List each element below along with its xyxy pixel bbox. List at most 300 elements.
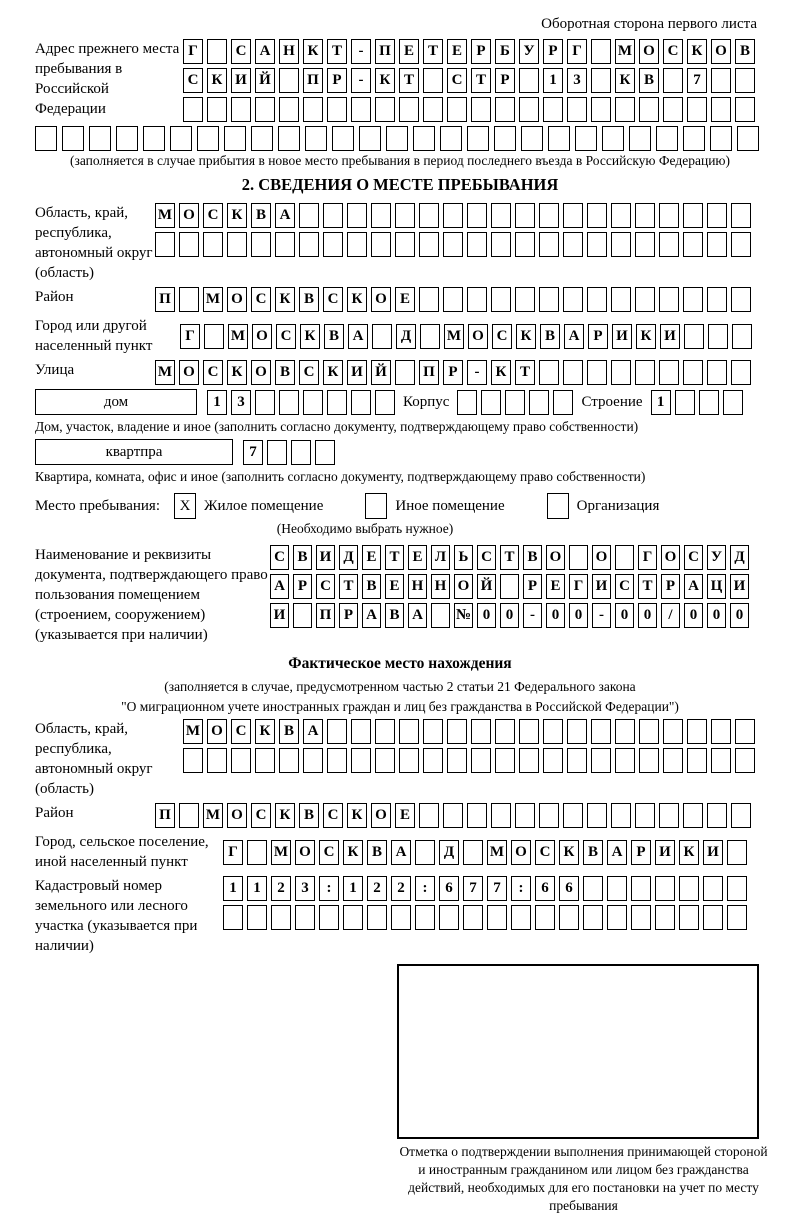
char-box[interactable] [227, 232, 247, 257]
char-box[interactable]: И [730, 574, 749, 599]
char-box[interactable] [683, 232, 703, 257]
char-box[interactable]: : [319, 876, 339, 901]
char-box[interactable]: Г [638, 545, 657, 570]
char-box[interactable] [615, 545, 634, 570]
char-box[interactable] [343, 905, 363, 930]
char-box[interactable]: / [661, 603, 680, 628]
char-box[interactable] [183, 97, 203, 122]
char-box[interactable]: М [203, 803, 223, 828]
char-box[interactable] [372, 324, 392, 349]
char-box[interactable] [602, 126, 624, 151]
char-box[interactable] [367, 905, 387, 930]
char-box[interactable] [635, 232, 655, 257]
char-box[interactable] [727, 876, 747, 901]
char-box[interactable]: Г [223, 840, 243, 865]
char-box[interactable] [295, 905, 315, 930]
char-box[interactable] [663, 748, 683, 773]
char-box[interactable] [495, 719, 515, 744]
char-box[interactable]: 0 [684, 603, 703, 628]
stamp-box[interactable] [397, 964, 759, 1139]
char-box[interactable] [457, 390, 477, 415]
char-box[interactable]: К [679, 840, 699, 865]
char-box[interactable] [255, 390, 275, 415]
char-box[interactable] [569, 545, 588, 570]
char-box[interactable] [291, 440, 311, 465]
char-box[interactable]: П [303, 68, 323, 93]
char-box[interactable]: Р [543, 39, 563, 64]
char-box[interactable]: К [636, 324, 656, 349]
char-box[interactable] [179, 287, 199, 312]
char-box[interactable]: В [293, 545, 312, 570]
char-box[interactable] [711, 748, 731, 773]
char-box[interactable]: Р [471, 39, 491, 64]
char-box[interactable] [179, 803, 199, 828]
char-box[interactable] [607, 905, 627, 930]
char-box[interactable]: Т [423, 39, 443, 64]
char-box[interactable]: А [275, 203, 295, 228]
char-box[interactable]: Р [495, 68, 515, 93]
char-box[interactable]: 0 [707, 603, 726, 628]
char-box[interactable] [521, 126, 543, 151]
char-box[interactable]: В [362, 574, 381, 599]
char-box[interactable]: О [227, 287, 247, 312]
char-box[interactable]: К [347, 803, 367, 828]
char-box[interactable] [183, 748, 203, 773]
char-box[interactable] [539, 803, 559, 828]
char-box[interactable]: 3 [567, 68, 587, 93]
char-box[interactable] [155, 232, 175, 257]
char-box[interactable]: А [348, 324, 368, 349]
char-box[interactable] [443, 287, 463, 312]
char-box[interactable] [683, 803, 703, 828]
char-box[interactable] [347, 203, 367, 228]
char-box[interactable] [732, 324, 752, 349]
char-box[interactable] [563, 203, 583, 228]
char-box[interactable]: К [687, 39, 707, 64]
char-box[interactable] [663, 719, 683, 744]
char-box[interactable] [471, 97, 491, 122]
char-box[interactable]: В [279, 719, 299, 744]
char-box[interactable]: 2 [391, 876, 411, 901]
char-box[interactable] [735, 68, 755, 93]
house-type-box[interactable]: дом [35, 389, 197, 415]
char-box[interactable]: Т [339, 574, 358, 599]
char-box[interactable]: Н [431, 574, 450, 599]
char-box[interactable]: К [275, 803, 295, 828]
char-box[interactable]: Е [362, 545, 381, 570]
char-box[interactable] [663, 68, 683, 93]
char-box[interactable]: С [231, 719, 251, 744]
char-box[interactable] [419, 287, 439, 312]
char-box[interactable]: Т [515, 360, 535, 385]
char-box[interactable] [563, 803, 583, 828]
char-box[interactable]: В [540, 324, 560, 349]
char-box[interactable]: К [615, 68, 635, 93]
char-box[interactable]: 0 [638, 603, 657, 628]
char-box[interactable]: Е [408, 545, 427, 570]
char-box[interactable] [431, 603, 450, 628]
char-box[interactable]: М [228, 324, 248, 349]
char-box[interactable]: 6 [439, 876, 459, 901]
char-box[interactable] [204, 324, 224, 349]
char-box[interactable]: Т [638, 574, 657, 599]
char-box[interactable]: В [367, 840, 387, 865]
char-box[interactable] [731, 803, 751, 828]
char-box[interactable]: С [323, 803, 343, 828]
char-box[interactable] [467, 203, 487, 228]
char-box[interactable] [505, 390, 525, 415]
char-box[interactable] [203, 232, 223, 257]
char-box[interactable] [251, 232, 271, 257]
char-box[interactable]: В [324, 324, 344, 349]
char-box[interactable]: Б [495, 39, 515, 64]
char-box[interactable]: 0 [569, 603, 588, 628]
char-box[interactable] [491, 232, 511, 257]
char-box[interactable] [639, 748, 659, 773]
char-box[interactable]: Ь [454, 545, 473, 570]
char-box[interactable]: Е [399, 39, 419, 64]
char-box[interactable] [35, 126, 57, 151]
char-box[interactable] [587, 232, 607, 257]
char-box[interactable]: К [347, 287, 367, 312]
char-box[interactable]: С [299, 360, 319, 385]
char-box[interactable] [423, 748, 443, 773]
char-box[interactable]: С [251, 803, 271, 828]
char-box[interactable]: М [155, 203, 175, 228]
char-box[interactable] [267, 440, 287, 465]
char-box[interactable] [629, 126, 651, 151]
char-box[interactable] [299, 203, 319, 228]
char-box[interactable]: С [316, 574, 335, 599]
char-box[interactable]: К [323, 360, 343, 385]
char-box[interactable] [89, 126, 111, 151]
char-box[interactable] [611, 287, 631, 312]
char-box[interactable]: О [179, 360, 199, 385]
char-box[interactable]: А [303, 719, 323, 744]
char-box[interactable] [723, 390, 743, 415]
char-box[interactable]: А [607, 840, 627, 865]
char-box[interactable]: Р [339, 603, 358, 628]
char-box[interactable] [423, 68, 443, 93]
char-box[interactable] [327, 97, 347, 122]
char-box[interactable] [631, 905, 651, 930]
char-box[interactable]: О [371, 803, 391, 828]
char-box[interactable]: 1 [247, 876, 267, 901]
char-box[interactable] [639, 97, 659, 122]
char-box[interactable]: С [663, 39, 683, 64]
char-box[interactable] [591, 97, 611, 122]
char-box[interactable]: Г [180, 324, 200, 349]
char-box[interactable]: И [660, 324, 680, 349]
char-box[interactable]: С [251, 287, 271, 312]
char-box[interactable] [711, 97, 731, 122]
char-box[interactable]: 3 [231, 390, 251, 415]
char-box[interactable]: М [615, 39, 635, 64]
char-box[interactable]: В [523, 545, 542, 570]
char-box[interactable] [587, 360, 607, 385]
char-box[interactable] [62, 126, 84, 151]
char-box[interactable]: В [639, 68, 659, 93]
char-box[interactable]: Е [395, 287, 415, 312]
char-box[interactable]: Д [439, 840, 459, 865]
char-box[interactable]: У [707, 545, 726, 570]
char-box[interactable] [423, 97, 443, 122]
char-box[interactable]: К [375, 68, 395, 93]
char-box[interactable]: 1 [223, 876, 243, 901]
char-box[interactable]: С [231, 39, 251, 64]
char-box[interactable] [327, 719, 347, 744]
char-box[interactable]: П [155, 287, 175, 312]
char-box[interactable] [687, 97, 707, 122]
char-box[interactable] [207, 39, 227, 64]
char-box[interactable] [519, 719, 539, 744]
char-box[interactable] [207, 97, 227, 122]
char-box[interactable]: М [444, 324, 464, 349]
char-box[interactable] [439, 905, 459, 930]
char-box[interactable]: О [454, 574, 473, 599]
char-box[interactable] [635, 803, 655, 828]
char-box[interactable] [515, 803, 535, 828]
char-box[interactable] [491, 203, 511, 228]
char-box[interactable] [467, 232, 487, 257]
char-box[interactable] [413, 126, 435, 151]
char-box[interactable] [567, 97, 587, 122]
char-box[interactable] [443, 803, 463, 828]
char-box[interactable] [395, 360, 415, 385]
char-box[interactable]: Р [631, 840, 651, 865]
char-box[interactable] [399, 719, 419, 744]
char-box[interactable]: Н [279, 39, 299, 64]
char-box[interactable] [591, 719, 611, 744]
char-box[interactable] [711, 68, 731, 93]
char-box[interactable]: 0 [615, 603, 634, 628]
char-box[interactable]: - [592, 603, 611, 628]
char-box[interactable]: Д [396, 324, 416, 349]
char-box[interactable]: Й [477, 574, 496, 599]
char-box[interactable]: С [447, 68, 467, 93]
char-box[interactable] [116, 126, 138, 151]
char-box[interactable]: М [155, 360, 175, 385]
char-box[interactable] [659, 360, 679, 385]
char-box[interactable]: 1 [651, 390, 671, 415]
char-box[interactable]: О [511, 840, 531, 865]
char-box[interactable] [659, 232, 679, 257]
char-box[interactable] [375, 390, 395, 415]
char-box[interactable]: О [546, 545, 565, 570]
char-box[interactable] [515, 232, 535, 257]
char-box[interactable] [707, 287, 727, 312]
char-box[interactable] [563, 232, 583, 257]
char-box[interactable]: Т [471, 68, 491, 93]
char-box[interactable] [511, 905, 531, 930]
char-box[interactable] [683, 360, 703, 385]
char-box[interactable] [708, 324, 728, 349]
char-box[interactable]: В [251, 203, 271, 228]
char-box[interactable] [675, 390, 695, 415]
char-box[interactable] [659, 287, 679, 312]
char-box[interactable] [415, 840, 435, 865]
char-box[interactable]: 0 [546, 603, 565, 628]
char-box[interactable] [395, 203, 415, 228]
char-box[interactable] [679, 905, 699, 930]
char-box[interactable] [471, 719, 491, 744]
char-box[interactable] [655, 876, 675, 901]
char-box[interactable] [587, 803, 607, 828]
char-box[interactable]: О [295, 840, 315, 865]
char-box[interactable] [351, 719, 371, 744]
char-box[interactable] [251, 126, 273, 151]
char-box[interactable] [332, 126, 354, 151]
char-box[interactable] [231, 97, 251, 122]
char-box[interactable] [587, 203, 607, 228]
char-box[interactable] [615, 97, 635, 122]
char-box[interactable] [179, 232, 199, 257]
char-box[interactable]: К [343, 840, 363, 865]
char-box[interactable]: Г [183, 39, 203, 64]
char-box[interactable] [529, 390, 549, 415]
char-box[interactable]: О [251, 360, 271, 385]
char-box[interactable] [519, 68, 539, 93]
char-box[interactable] [543, 97, 563, 122]
char-box[interactable] [711, 719, 731, 744]
char-box[interactable] [278, 126, 300, 151]
char-box[interactable]: И [270, 603, 289, 628]
char-box[interactable]: О [227, 803, 247, 828]
char-box[interactable] [563, 360, 583, 385]
char-box[interactable] [663, 97, 683, 122]
char-box[interactable]: О [371, 287, 391, 312]
char-box[interactable] [255, 97, 275, 122]
char-box[interactable]: П [375, 39, 395, 64]
char-box[interactable] [481, 390, 501, 415]
char-box[interactable]: К [227, 203, 247, 228]
char-box[interactable]: В [385, 603, 404, 628]
char-box[interactable] [515, 203, 535, 228]
char-box[interactable]: 1 [543, 68, 563, 93]
char-box[interactable]: О [711, 39, 731, 64]
char-box[interactable] [279, 748, 299, 773]
char-box[interactable] [659, 203, 679, 228]
char-box[interactable] [375, 748, 395, 773]
char-box[interactable]: Т [399, 68, 419, 93]
char-box[interactable] [323, 232, 343, 257]
char-box[interactable] [591, 748, 611, 773]
char-box[interactable] [591, 39, 611, 64]
char-box[interactable]: А [362, 603, 381, 628]
char-box[interactable] [539, 287, 559, 312]
char-box[interactable]: - [523, 603, 542, 628]
char-box[interactable]: Р [327, 68, 347, 93]
char-box[interactable] [415, 905, 435, 930]
char-box[interactable] [707, 360, 727, 385]
char-box[interactable]: И [316, 545, 335, 570]
char-box[interactable]: В [275, 360, 295, 385]
char-box[interactable]: О [592, 545, 611, 570]
char-box[interactable] [491, 287, 511, 312]
char-box[interactable] [635, 360, 655, 385]
char-box[interactable]: Е [546, 574, 565, 599]
char-box[interactable]: 0 [500, 603, 519, 628]
char-box[interactable]: Р [588, 324, 608, 349]
char-box[interactable]: К [559, 840, 579, 865]
char-box[interactable] [351, 97, 371, 122]
char-box[interactable]: О [468, 324, 488, 349]
char-box[interactable] [223, 905, 243, 930]
char-box[interactable]: С [323, 287, 343, 312]
char-box[interactable]: К [207, 68, 227, 93]
char-box[interactable]: А [564, 324, 584, 349]
char-box[interactable] [583, 876, 603, 901]
char-box[interactable]: Р [293, 574, 312, 599]
char-box[interactable] [679, 876, 699, 901]
char-box[interactable] [735, 748, 755, 773]
char-box[interactable] [399, 97, 419, 122]
char-box[interactable] [548, 126, 570, 151]
char-box[interactable] [299, 232, 319, 257]
char-box[interactable] [539, 360, 559, 385]
char-box[interactable] [371, 232, 391, 257]
char-box[interactable] [467, 126, 489, 151]
char-box[interactable] [683, 126, 705, 151]
char-box[interactable] [315, 440, 335, 465]
char-box[interactable]: 7 [687, 68, 707, 93]
char-box[interactable] [224, 126, 246, 151]
char-box[interactable] [655, 905, 675, 930]
char-box[interactable]: О [252, 324, 272, 349]
char-box[interactable] [423, 719, 443, 744]
char-box[interactable] [467, 287, 487, 312]
char-box[interactable] [727, 905, 747, 930]
char-box[interactable] [684, 324, 704, 349]
char-box[interactable] [420, 324, 440, 349]
char-box[interactable]: Д [339, 545, 358, 570]
char-box[interactable] [359, 126, 381, 151]
char-box[interactable] [351, 390, 371, 415]
char-box[interactable] [247, 840, 267, 865]
char-box[interactable]: И [231, 68, 251, 93]
char-box[interactable] [553, 390, 573, 415]
char-box[interactable]: 3 [295, 876, 315, 901]
char-box[interactable] [575, 126, 597, 151]
char-box[interactable] [463, 840, 483, 865]
char-box[interactable]: М [487, 840, 507, 865]
char-box[interactable]: Й [371, 360, 391, 385]
char-box[interactable]: А [684, 574, 703, 599]
char-box[interactable]: 0 [730, 603, 749, 628]
char-box[interactable]: : [511, 876, 531, 901]
char-box[interactable] [391, 905, 411, 930]
char-box[interactable]: А [270, 574, 289, 599]
char-box[interactable] [611, 360, 631, 385]
char-box[interactable] [491, 803, 511, 828]
char-box[interactable]: О [179, 203, 199, 228]
char-box[interactable] [707, 232, 727, 257]
char-box[interactable] [247, 905, 267, 930]
char-box[interactable]: 6 [535, 876, 555, 901]
char-box[interactable] [303, 390, 323, 415]
char-box[interactable] [687, 748, 707, 773]
char-box[interactable] [327, 748, 347, 773]
char-box[interactable]: С [276, 324, 296, 349]
char-box[interactable] [471, 748, 491, 773]
char-box[interactable] [587, 287, 607, 312]
char-box[interactable]: М [203, 287, 223, 312]
char-box[interactable]: К [227, 360, 247, 385]
char-box[interactable]: Т [500, 545, 519, 570]
char-box[interactable]: А [408, 603, 427, 628]
char-box[interactable] [639, 719, 659, 744]
char-box[interactable]: С [477, 545, 496, 570]
